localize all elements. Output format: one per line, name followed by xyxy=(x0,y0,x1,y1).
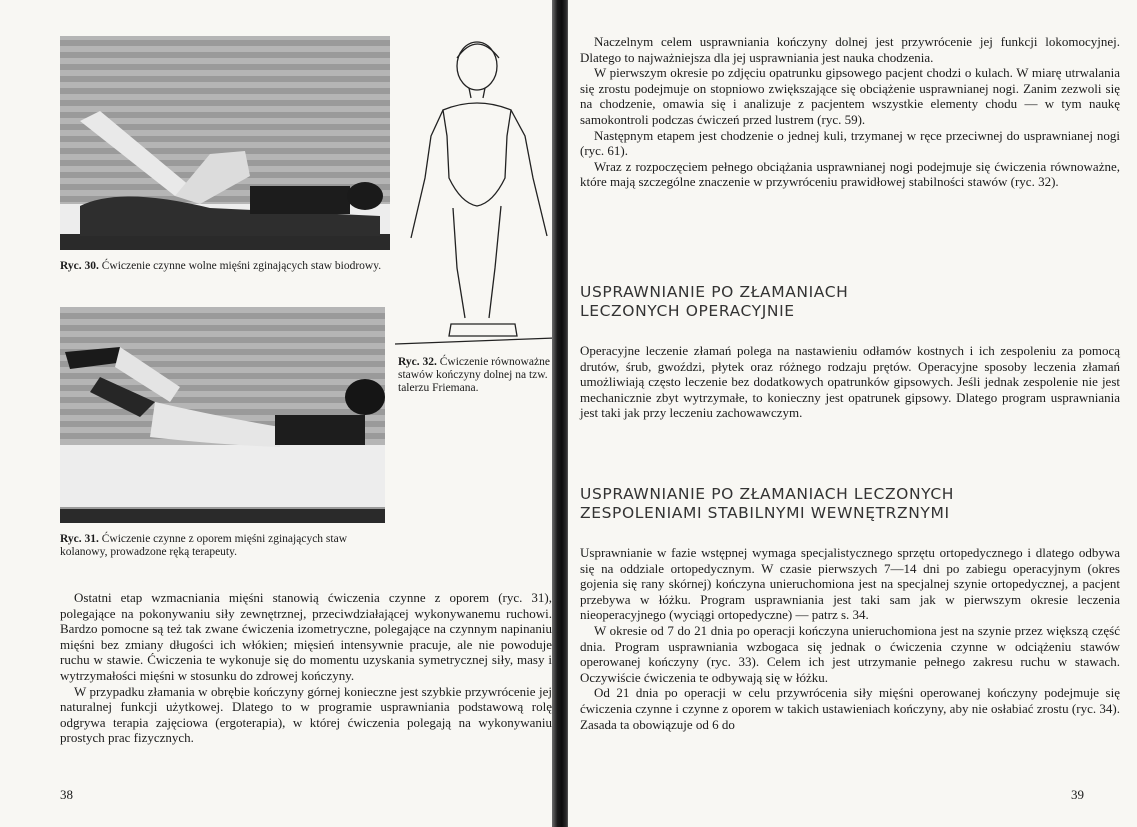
figure-31-illustration xyxy=(60,307,385,523)
right-page xyxy=(568,0,1137,827)
figure-31-caption xyxy=(60,533,390,559)
section-2-paragraph-2: W okresie od 7 do 21 dnia po operacji kończyna unieruchomiona jest na szynie przez większą część dnia. Program usprawniania wzbogaca się jednak o ćwiczenia czynne w odciążeniu stawów operowanej kończyny (ryc. 33). Celem ich jest utrzymanie pełnego zakresu ruchu w stawach. Oczywiście ćwiczenia te odbywają się w łóżku. xyxy=(580,622,1120,685)
page-number-right: 39 xyxy=(1071,787,1084,802)
section-2-paragraph-1: Usprawnianie w fazie wstępnej wymaga specjalistycznego sprzętu ortopedycznego i dlatego odbywa się na oddziale ortopedycznym. W czasie pierwszych 7—14 dni po zabiegu operacyjnym (okres gojenia się rany skórnej) kończyna unieruchomiona jest na specjalnej szynie ortopedycznej, a pacjent przebywa w łóżku. Program usprawniania jest taki sam jak w pierwszym okresie leczenia nieoperacyjnego (wyciągi ortopedyczne) — patrz s. 34. xyxy=(580,545,1120,623)
section-2-paragraph-3: Od 21 dnia po operacji w celu przywrócenia siły mięśni operowanej kończyny podejmuje się ćwiczenia czynne i czynne z oporem w takich ustawieniach kończyny, aby nie osłabiać zrostu (ryc. 34). Zasada ta obowiązuje od 6 do xyxy=(580,685,1120,732)
left-paragraph-2: W przypadku złamania w obrębie kończyny górnej konieczne jest szybkie przywrócenie jej naturalnej funkcji użytkowej. Dlatego to w programie usprawniania podstawową rolę odgrywa terapia zajęciowa (ergoterapia), w której ćwiczenia polegają na wykonywaniu prostych prac fizycznych. xyxy=(60,683,552,746)
section-heading-2 xyxy=(580,485,1120,523)
left-page xyxy=(0,0,556,827)
figure-31-photo xyxy=(60,307,385,523)
section-1-text xyxy=(580,343,1120,421)
figure-31-label: Ryc. 31. xyxy=(60,533,99,545)
left-body-text xyxy=(60,590,552,746)
figure-30-text: Ćwiczenie czynne wolne mięśni zginających staw biodrowy. xyxy=(101,260,382,272)
page-number-left: 38 xyxy=(60,787,73,802)
figure-30-caption xyxy=(60,260,390,273)
section-1-paragraph-1: Operacyjne leczenie złamań polega na nastawieniu odłamów kostnych i ich zespoleniu za pomocą drutów, śrub, gwoździ, płytek oraz różnego rodzaju prętów. Operacyjne sposoby leczenia złamań umożliwiają często leczenie bez dodatkowych opatrunków gipsowych. Jeśli jednak zespolenie nie jest mechanicznie zbyt wytrzymałe, to konieczny jest opatrunek gipsowy. Dlatego program usprawniania jest taki jak przy leczeniu zachowawczym. xyxy=(580,343,1120,421)
figure-31-text: Ćwiczenie czynne z oporem mięśni zginających staw kolanowy, prowadzone ręką terapeuty. xyxy=(60,533,347,558)
figure-30-label: Ryc. 30. xyxy=(60,260,99,272)
section-heading-2-line-2: ZESPOLENIAMI STABILNYMI WEWNĘTRZNYMI xyxy=(580,504,950,522)
section-heading-1-line-1: USPRAWNIANIE PO ZŁAMANIACH xyxy=(580,283,849,301)
left-paragraph-1: Ostatni etap wzmacniania mięśni stanowią ćwiczenia czynne z oporem (ryc. 31), polegające na pokonywaniu siły zewnętrznej, przeciwdziałającej wykonywanemu ruchowi. Bardzo pomocne są też tak zwane ćwiczenia izometryczne, polegające na czynnym napinaniu mięśni bez zmiany długości ich włókien; mięsień intensywnie pracuje, ale nie powoduje ruchu w stawie. Ćwiczenia te wykonuje się do momentu uzyskania symetrycznej siły, masy i wytrzymałości mięśni w stosunku do zdrowej kończyny. xyxy=(60,590,552,683)
right-intro-paragraph-1: Naczelnym celem usprawniania kończyny dolnej jest przywrócenie jej funkcji lokomocyjnej. Dlatego to najważniejsza dla jej usprawniania jest nauka chodzenia. xyxy=(580,34,1120,65)
figure-32-text: Ćwiczenie równoważne stawów kończyny dolnej na tzw. talerzu Friemana. xyxy=(398,356,550,394)
right-intro-paragraph-4: Wraz z rozpoczęciem pełnego obciążania usprawnianej nogi podejmuje się ćwiczenia równoważne, które mają szczególne znaczenie w przywróceniu prawidłowej stabilności stawów (ryc. 32). xyxy=(580,158,1120,190)
figure-30-photo xyxy=(60,36,390,250)
section-2-text xyxy=(580,545,1120,732)
section-heading-2-line-1: USPRAWNIANIE PO ZŁAMANIACH LECZONYCH xyxy=(580,485,955,503)
right-intro-paragraph-3: Następnym etapem jest chodzenie o jednej kuli, trzymanej w ręce przeciwnej do usprawnianej nogi (ryc. 61). xyxy=(580,127,1120,159)
figure-32-label: Ryc. 32. xyxy=(398,356,437,368)
figure-32-drawing xyxy=(395,28,555,350)
section-heading-1-line-2: LECZONYCH OPERACYJNIE xyxy=(580,302,795,320)
right-intro-text xyxy=(580,34,1120,190)
section-heading-1 xyxy=(580,283,1120,321)
right-intro-paragraph-2: W pierwszym okresie po zdjęciu opatrunku gipsowego pacjent chodzi o kulach. W miarę utrwalania się zrostu podejmuje on stopniowo zwiększające się obciążenie usprawnianej nogi. Zanim zezwoli się na chodzenie, omawia się i analizuje z pacjentem wszystkie elementy chodu — w tym naukę samokontroli podczas ćwiczeń przed lustrem (ryc. 59). xyxy=(580,65,1120,127)
figure-30-illustration xyxy=(60,36,390,250)
figure-32-caption xyxy=(398,356,550,395)
